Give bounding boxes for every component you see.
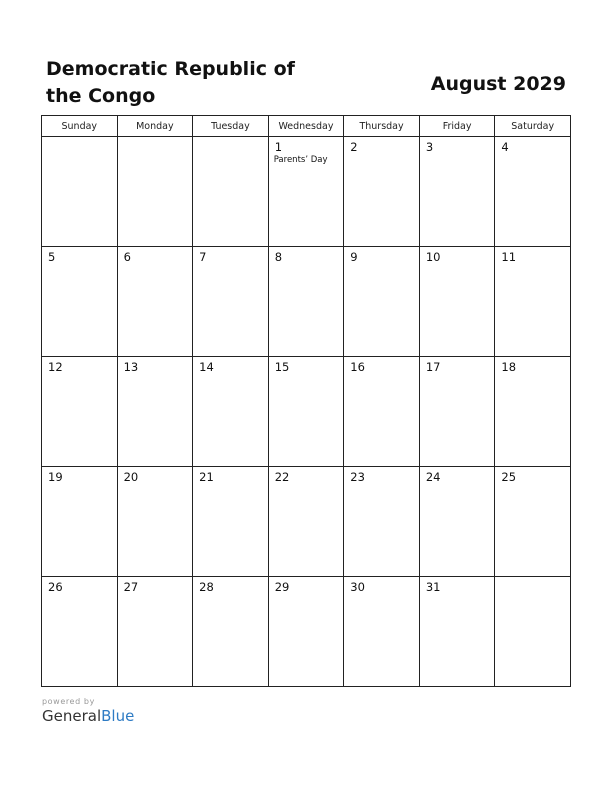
day-number: 30 bbox=[350, 580, 365, 594]
weekday-friday: Friday bbox=[419, 116, 495, 137]
day-number: 28 bbox=[199, 580, 214, 594]
day-cell bbox=[117, 577, 193, 687]
weekday-monday: Monday bbox=[117, 116, 193, 137]
day-number: 27 bbox=[123, 580, 139, 594]
week-row-1 bbox=[42, 137, 571, 247]
day-number: 19 bbox=[48, 470, 63, 484]
day-number: 6 bbox=[123, 250, 131, 264]
day-number: 21 bbox=[199, 470, 214, 484]
day-cell bbox=[495, 137, 571, 247]
day-cell bbox=[268, 357, 344, 467]
day-cell bbox=[419, 137, 495, 247]
day-cell bbox=[268, 247, 344, 357]
day-cell bbox=[117, 357, 193, 467]
day-cell bbox=[117, 467, 193, 577]
day-number: 29 bbox=[274, 580, 290, 594]
day-number: 12 bbox=[48, 360, 63, 374]
day-cell bbox=[344, 577, 420, 687]
day-cell bbox=[193, 577, 269, 687]
weekday-thursday: Thursday bbox=[344, 116, 420, 137]
day-number: 10 bbox=[425, 250, 441, 264]
day-cell bbox=[193, 247, 269, 357]
holiday-label: Parents’ Day bbox=[273, 155, 328, 165]
day-number: 25 bbox=[501, 470, 517, 484]
day-cell bbox=[193, 357, 269, 467]
day-cell bbox=[344, 357, 420, 467]
week-row-2 bbox=[42, 247, 571, 357]
week-row-5 bbox=[42, 577, 571, 687]
day-number: 9 bbox=[350, 250, 358, 264]
day-number: 22 bbox=[274, 470, 290, 484]
day-number: 1 bbox=[274, 140, 283, 154]
day-cell bbox=[419, 577, 495, 687]
brand-blue: Blue bbox=[101, 707, 135, 725]
day-number: 14 bbox=[199, 360, 214, 374]
day-cell bbox=[42, 247, 118, 357]
day-cell bbox=[344, 247, 420, 357]
day-number: 2 bbox=[350, 140, 358, 154]
day-cell bbox=[344, 467, 420, 577]
day-cell bbox=[344, 137, 420, 247]
week-row-4 bbox=[42, 467, 571, 577]
country-title: Democratic Republic of the Congo bbox=[46, 58, 295, 107]
day-number: 18 bbox=[501, 360, 517, 374]
weekday-header-row bbox=[42, 116, 571, 137]
day-cell bbox=[495, 467, 571, 577]
weekday-wednesday: Wednesday bbox=[268, 116, 344, 137]
day-cell bbox=[419, 247, 495, 357]
day-number: 7 bbox=[199, 250, 207, 264]
day-number: 26 bbox=[48, 580, 63, 594]
calendar-grid bbox=[41, 115, 571, 687]
day-number: 31 bbox=[425, 580, 441, 594]
day-number: 13 bbox=[123, 360, 139, 374]
month-title: August 2029 bbox=[430, 73, 566, 95]
weekday-sunday: Sunday bbox=[42, 116, 118, 137]
day-number: 8 bbox=[274, 250, 283, 264]
weekday-tuesday: Tuesday bbox=[193, 116, 269, 137]
day-number: 23 bbox=[350, 470, 365, 484]
day-cell bbox=[193, 137, 269, 247]
day-cell bbox=[42, 357, 118, 467]
generalblue-logo[interactable] bbox=[42, 707, 134, 725]
day-number: 16 bbox=[350, 360, 365, 374]
day-cell bbox=[268, 577, 344, 687]
weekday-saturday: Saturday bbox=[495, 116, 571, 137]
day-cell bbox=[268, 467, 344, 577]
day-cell bbox=[42, 577, 118, 687]
day-number: 5 bbox=[48, 250, 56, 264]
day-cell bbox=[117, 247, 193, 357]
day-cell bbox=[117, 137, 193, 247]
footer-branding bbox=[42, 697, 134, 725]
day-number: 20 bbox=[123, 470, 139, 484]
day-cell bbox=[419, 357, 495, 467]
day-cell bbox=[495, 577, 571, 687]
day-number: 11 bbox=[501, 250, 517, 264]
day-cell bbox=[193, 467, 269, 577]
brand-general: General bbox=[42, 707, 102, 725]
day-cell bbox=[495, 357, 571, 467]
day-cell bbox=[42, 137, 118, 247]
day-number: 15 bbox=[274, 360, 290, 374]
day-cell bbox=[495, 247, 571, 357]
day-cell bbox=[419, 467, 495, 577]
week-row-3 bbox=[42, 357, 571, 467]
day-number: 3 bbox=[425, 140, 434, 154]
powered-by-text: powered by bbox=[42, 697, 95, 706]
day-number: 24 bbox=[425, 470, 441, 484]
day-number: 4 bbox=[501, 140, 509, 154]
day-number: 17 bbox=[425, 360, 441, 374]
day-cell bbox=[42, 467, 118, 577]
day-cell bbox=[268, 137, 344, 247]
